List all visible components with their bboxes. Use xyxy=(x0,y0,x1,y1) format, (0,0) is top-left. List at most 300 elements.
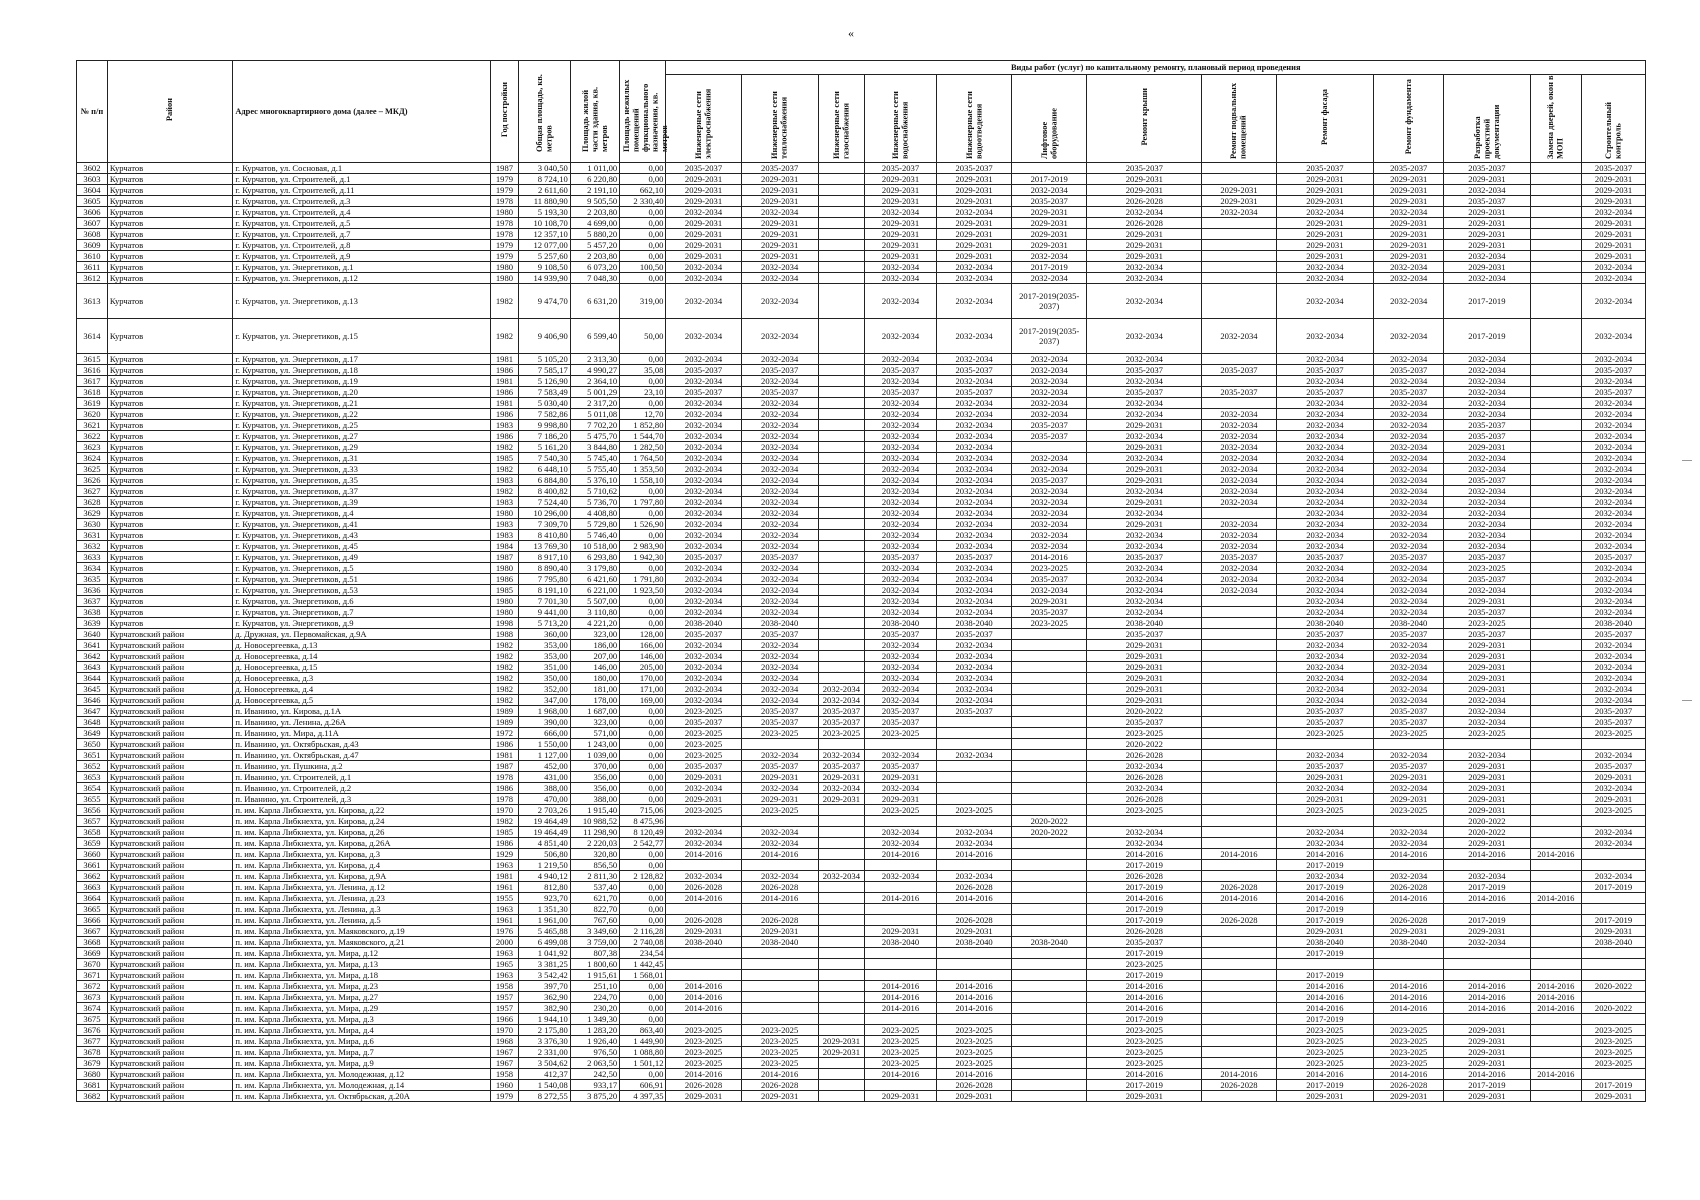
cell-work-7: 2032-2034 xyxy=(1202,319,1276,354)
table-row xyxy=(77,508,1646,519)
cell-address: г. Курчатов, ул. Энергетиков, д.4 xyxy=(233,508,490,519)
cell-district: Курчатовский район xyxy=(107,1025,233,1036)
cell-work-12: 2032-2034 xyxy=(1582,695,1646,706)
cell-work-1: 2032-2034 xyxy=(741,651,818,662)
cell-address: д. Новосергеевка, д.4 xyxy=(233,684,490,695)
cell-work-9: 2032-2034 xyxy=(1374,354,1444,365)
cell-area-living: 3 759,00 xyxy=(570,937,619,948)
cell-work-1: 2032-2034 xyxy=(741,695,818,706)
cell-work-5: 2014-2016 xyxy=(1012,552,1087,563)
cell-district: Курчатов xyxy=(107,530,233,541)
cell-work-10: 2023-2025 xyxy=(1444,563,1530,574)
cell-work-6: 2029-2031 xyxy=(1087,420,1202,431)
cell-year: 1983 xyxy=(490,530,519,541)
cell-work-4: 2038-2040 xyxy=(937,618,1012,629)
cell-work-11 xyxy=(1530,871,1581,882)
cell-work-6: 2029-2031 xyxy=(1087,651,1202,662)
cell-district: Курчатовский район xyxy=(107,926,233,937)
cell-area-total: 5 126,90 xyxy=(519,376,570,387)
cell-work-8: 2023-2025 xyxy=(1276,728,1374,739)
cell-district: Курчатовский район xyxy=(107,684,233,695)
cell-work-8: 2032-2034 xyxy=(1276,530,1374,541)
cell-area-living: 320,80 xyxy=(570,849,619,860)
cell-work-9: 2032-2034 xyxy=(1374,376,1444,387)
cell-work-1: 2035-2037 xyxy=(741,717,818,728)
cell-area-nonres: 0,00 xyxy=(620,783,666,794)
cell-work-7 xyxy=(1202,1091,1276,1102)
cell-work-11: 2014-2016 xyxy=(1530,849,1581,860)
cell-work-11 xyxy=(1530,585,1581,596)
cell-work-6: 2029-2031 xyxy=(1087,519,1202,530)
cell-year: 1982 xyxy=(490,640,519,651)
cell-work-4: 2032-2034 xyxy=(937,207,1012,218)
cell-area-nonres: 170,00 xyxy=(620,673,666,684)
cell-work-9: 2026-2028 xyxy=(1374,1080,1444,1091)
cell-work-12: 2032-2034 xyxy=(1582,651,1646,662)
cell-work-11 xyxy=(1530,240,1581,251)
table-row xyxy=(77,563,1646,574)
cell-address: п. Иванино, ул. Кирова, д.1А xyxy=(233,706,490,717)
cell-work-9 xyxy=(1374,739,1444,750)
cell-num: 3670 xyxy=(77,959,108,970)
cell-work-9: 2014-2016 xyxy=(1374,1069,1444,1080)
cell-num: 3628 xyxy=(77,497,108,508)
table-row xyxy=(77,948,1646,959)
cell-work-3: 2014-2016 xyxy=(865,849,937,860)
cell-work-2: 2029-2031 xyxy=(818,1047,864,1058)
cell-work-12: 2032-2034 xyxy=(1582,262,1646,273)
cell-work-2 xyxy=(818,827,864,838)
cell-work-7 xyxy=(1202,981,1276,992)
cell-area-total: 8 191,10 xyxy=(519,585,570,596)
cell-work-5: 2032-2034 xyxy=(1012,365,1087,376)
cell-work-0: 2032-2034 xyxy=(666,207,741,218)
table-row xyxy=(77,915,1646,926)
cell-num: 3646 xyxy=(77,695,108,706)
cell-year: 1983 xyxy=(490,497,519,508)
cell-work-6: 2026-2028 xyxy=(1087,871,1202,882)
cell-work-2 xyxy=(818,420,864,431)
cell-work-3: 2032-2034 xyxy=(865,695,937,706)
cell-year: 1987 xyxy=(490,761,519,772)
cell-work-12 xyxy=(1582,739,1646,750)
cell-work-1 xyxy=(741,1014,818,1025)
cell-work-11 xyxy=(1530,251,1581,262)
cell-work-7 xyxy=(1202,1025,1276,1036)
cell-address: п. им. Карла Либкнехта, ул. Молодежная, д.14 xyxy=(233,1080,490,1091)
cell-work-1: 2029-2031 xyxy=(741,251,818,262)
cell-work-3: 2023-2025 xyxy=(865,1058,937,1069)
cell-area-living: 5 001,29 xyxy=(570,387,619,398)
cell-work-7 xyxy=(1202,398,1276,409)
cell-area-nonres: 0,00 xyxy=(620,860,666,871)
cell-work-6: 2035-2037 xyxy=(1087,365,1202,376)
cell-work-2 xyxy=(818,563,864,574)
cell-work-6: 2014-2016 xyxy=(1087,893,1202,904)
cell-area-total: 4 851,40 xyxy=(519,838,570,849)
cell-area-nonres: 1 449,90 xyxy=(620,1036,666,1047)
cell-district: Курчатовский район xyxy=(107,794,233,805)
cell-area-total: 397,70 xyxy=(519,981,570,992)
cell-work-8: 2032-2034 xyxy=(1276,827,1374,838)
cell-work-12: 2032-2034 xyxy=(1582,827,1646,838)
cell-work-11 xyxy=(1530,926,1581,937)
cell-work-0: 2032-2034 xyxy=(666,596,741,607)
cell-work-0: 2023-2025 xyxy=(666,706,741,717)
cell-work-8: 2014-2016 xyxy=(1276,992,1374,1003)
cell-num: 3660 xyxy=(77,849,108,860)
cell-address: г. Курчатов, ул. Энергетиков, д.43 xyxy=(233,530,490,541)
cell-district: Курчатов xyxy=(107,420,233,431)
cell-work-10: 2029-2031 xyxy=(1444,218,1530,229)
cell-area-nonres: 1 544,70 xyxy=(620,431,666,442)
cell-area-living: 6 421,60 xyxy=(570,574,619,585)
cell-work-11 xyxy=(1530,706,1581,717)
cell-num: 3629 xyxy=(77,508,108,519)
cell-area-nonres: 0,00 xyxy=(620,240,666,251)
cell-work-10: 2017-2019 xyxy=(1444,284,1530,319)
cell-work-7: 2032-2034 xyxy=(1202,585,1276,596)
cell-area-total: 3 376,30 xyxy=(519,1036,570,1047)
cell-address: п. им. Карла Либкнехта, ул. Кирова, д.26А xyxy=(233,838,490,849)
cell-work-12: 2032-2034 xyxy=(1582,596,1646,607)
cell-work-11 xyxy=(1530,816,1581,827)
cell-work-7: 2026-2028 xyxy=(1202,1080,1276,1091)
cell-district: Курчатовский район xyxy=(107,948,233,959)
cell-work-11 xyxy=(1530,387,1581,398)
cell-address: п. им. Карла Либкнехта, ул. Мира, д.18 xyxy=(233,970,490,981)
table-row xyxy=(77,893,1646,904)
cell-area-living: 3 179,80 xyxy=(570,563,619,574)
cell-work-5 xyxy=(1012,442,1087,453)
table-row xyxy=(77,904,1646,915)
cell-area-total: 9 474,70 xyxy=(519,284,570,319)
cell-area-nonres: 1 923,50 xyxy=(620,585,666,596)
cell-work-3: 2035-2037 xyxy=(865,629,937,640)
cell-work-11 xyxy=(1530,970,1581,981)
cell-work-2: 2032-2034 xyxy=(818,750,864,761)
cell-num: 3605 xyxy=(77,196,108,207)
cell-num: 3630 xyxy=(77,519,108,530)
cell-address: п. им. Карла Либкнехта, ул. Маяковского, д.21 xyxy=(233,937,490,948)
cell-work-6: 2023-2025 xyxy=(1087,959,1202,970)
cell-area-nonres: 606,91 xyxy=(620,1080,666,1091)
cell-address: п. им. Карла Либкнехта, ул. Ленина, д.12 xyxy=(233,882,490,893)
cell-work-11 xyxy=(1530,651,1581,662)
cell-work-7 xyxy=(1202,240,1276,251)
cell-area-living: 6 220,80 xyxy=(570,174,619,185)
cell-work-11 xyxy=(1530,1080,1581,1091)
cell-year: 1986 xyxy=(490,387,519,398)
table-row xyxy=(77,1069,1646,1080)
cell-work-4 xyxy=(937,717,1012,728)
cell-work-2 xyxy=(818,174,864,185)
cell-work-9: 2032-2034 xyxy=(1374,563,1444,574)
cell-work-10: 2032-2034 xyxy=(1444,387,1530,398)
cell-year: 1988 xyxy=(490,629,519,640)
cell-work-11 xyxy=(1530,1036,1581,1047)
cell-work-5 xyxy=(1012,695,1087,706)
cell-area-total: 666,00 xyxy=(519,728,570,739)
cell-work-10: 2023-2025 xyxy=(1444,728,1530,739)
cell-work-2 xyxy=(818,981,864,992)
cell-work-12: 2032-2034 xyxy=(1582,207,1646,218)
cell-work-12: 2032-2034 xyxy=(1582,453,1646,464)
cell-work-3: 2023-2025 xyxy=(865,805,937,816)
cell-work-8: 2032-2034 xyxy=(1276,596,1374,607)
cell-work-10: 2029-2031 xyxy=(1444,684,1530,695)
cell-num: 3656 xyxy=(77,805,108,816)
cell-work-6: 2029-2031 xyxy=(1087,1091,1202,1102)
table-row xyxy=(77,926,1646,937)
cell-work-2: 2029-2031 xyxy=(818,1036,864,1047)
cell-district: Курчатов xyxy=(107,453,233,464)
cell-work-3: 2032-2034 xyxy=(865,607,937,618)
cell-work-9 xyxy=(1374,816,1444,827)
cell-year: 1972 xyxy=(490,728,519,739)
cell-work-5 xyxy=(1012,981,1087,992)
cell-work-5 xyxy=(1012,893,1087,904)
table-row xyxy=(77,684,1646,695)
cell-work-10: 2029-2031 xyxy=(1444,442,1530,453)
cell-work-8: 2032-2034 xyxy=(1276,838,1374,849)
header-work-2: Инженерные сети газоснабжения xyxy=(818,75,864,163)
cell-work-11 xyxy=(1530,838,1581,849)
cell-work-2 xyxy=(818,508,864,519)
cell-work-1: 2032-2034 xyxy=(741,508,818,519)
cell-work-0: 2032-2034 xyxy=(666,541,741,552)
header-work-0: Инженерные сети электроснабжения xyxy=(666,75,741,163)
cell-work-2 xyxy=(818,915,864,926)
cell-area-total: 8 724,10 xyxy=(519,174,570,185)
cell-work-7: 2032-2034 xyxy=(1202,420,1276,431)
cell-work-2 xyxy=(818,607,864,618)
cell-year: 1983 xyxy=(490,519,519,530)
cell-num: 3663 xyxy=(77,882,108,893)
cell-district: Курчатов xyxy=(107,431,233,442)
cell-work-1: 2035-2037 xyxy=(741,365,818,376)
cell-work-7 xyxy=(1202,251,1276,262)
cell-district: Курчатов xyxy=(107,174,233,185)
cell-work-8: 2029-2031 xyxy=(1276,240,1374,251)
cell-work-10: 2029-2031 xyxy=(1444,1036,1530,1047)
cell-work-4: 2023-2025 xyxy=(937,1047,1012,1058)
cell-work-9: 2029-2031 xyxy=(1374,196,1444,207)
cell-work-8: 2032-2034 xyxy=(1276,585,1374,596)
cell-year: 1963 xyxy=(490,904,519,915)
cell-work-11 xyxy=(1530,563,1581,574)
cell-work-12: 2023-2025 xyxy=(1582,1036,1646,1047)
header-work-1: Инженерные сети теплоснабжения xyxy=(741,75,818,163)
cell-work-12: 2032-2034 xyxy=(1582,398,1646,409)
cell-address: п. им. Карла Либкнехта, ул. Мира, д.3 xyxy=(233,1014,490,1025)
cell-area-living: 146,00 xyxy=(570,662,619,673)
cell-work-11 xyxy=(1530,174,1581,185)
cell-work-7: 2014-2016 xyxy=(1202,893,1276,904)
cell-address: г. Курчатов, ул. Энергетиков, д.29 xyxy=(233,442,490,453)
cell-area-nonres: 1 526,90 xyxy=(620,519,666,530)
cell-work-4: 2032-2034 xyxy=(937,431,1012,442)
cell-work-9: 2032-2034 xyxy=(1374,662,1444,673)
cell-work-9: 2032-2034 xyxy=(1374,695,1444,706)
cell-work-4: 2032-2034 xyxy=(937,541,1012,552)
cell-work-3: 2014-2016 xyxy=(865,1069,937,1080)
cell-work-10: 2032-2034 xyxy=(1444,398,1530,409)
cell-work-5 xyxy=(1012,1047,1087,1058)
cell-area-living: 251,10 xyxy=(570,981,619,992)
cell-address: г. Курчатов, ул. Энергетиков, д.21 xyxy=(233,398,490,409)
cell-area-total: 5 257,60 xyxy=(519,251,570,262)
cell-work-10: 2029-2031 xyxy=(1444,1047,1530,1058)
cell-work-7 xyxy=(1202,376,1276,387)
cell-address: г. Курчатов, ул. Энергетиков, д.12 xyxy=(233,273,490,284)
cell-work-11 xyxy=(1530,574,1581,585)
cell-address: г. Курчатов, ул. Энергетиков, д.17 xyxy=(233,354,490,365)
cell-work-4: 2032-2034 xyxy=(937,319,1012,354)
cell-work-5: 2032-2034 xyxy=(1012,376,1087,387)
cell-work-12 xyxy=(1582,904,1646,915)
cell-area-living: 5 011,08 xyxy=(570,409,619,420)
cell-work-11 xyxy=(1530,196,1581,207)
cell-work-7 xyxy=(1202,229,1276,240)
cell-work-12: 2038-2040 xyxy=(1582,618,1646,629)
cell-num: 3623 xyxy=(77,442,108,453)
cell-work-8: 2032-2034 xyxy=(1276,453,1374,464)
cell-area-living: 1 243,00 xyxy=(570,739,619,750)
cell-work-9: 2032-2034 xyxy=(1374,431,1444,442)
cell-work-4 xyxy=(937,761,1012,772)
cell-work-1: 2035-2037 xyxy=(741,629,818,640)
cell-work-2 xyxy=(818,673,864,684)
cell-address: п. им. Карла Либкнехта, ул. Молодежная, д.12 xyxy=(233,1069,490,1080)
cell-work-3: 2032-2034 xyxy=(865,673,937,684)
cell-work-11 xyxy=(1530,805,1581,816)
cell-address: г. Курчатов, ул. Энергетиков, д.6 xyxy=(233,596,490,607)
cell-work-9: 2038-2040 xyxy=(1374,937,1444,948)
cell-work-3 xyxy=(865,970,937,981)
cell-work-5 xyxy=(1012,838,1087,849)
cell-address: г. Курчатов, ул. Энергетиков, д.1 xyxy=(233,262,490,273)
cell-work-5 xyxy=(1012,1025,1087,1036)
cell-area-total: 1 351,30 xyxy=(519,904,570,915)
cell-work-11 xyxy=(1530,541,1581,552)
cell-year: 1978 xyxy=(490,772,519,783)
cell-area-living: 1 283,20 xyxy=(570,1025,619,1036)
cell-work-2 xyxy=(818,585,864,596)
cell-address: г. Курчатов, ул. Энергетиков, д.18 xyxy=(233,365,490,376)
cell-work-8: 2017-2019 xyxy=(1276,915,1374,926)
cell-work-9: 2035-2037 xyxy=(1374,761,1444,772)
cell-work-5: 2032-2034 xyxy=(1012,541,1087,552)
cell-work-10: 2035-2037 xyxy=(1444,607,1530,618)
cell-area-nonres: 0,00 xyxy=(620,750,666,761)
cell-work-7 xyxy=(1202,1036,1276,1047)
cell-area-living: 3 875,20 xyxy=(570,1091,619,1102)
cell-year: 1984 xyxy=(490,541,519,552)
cell-work-6: 2023-2025 xyxy=(1087,1036,1202,1047)
header-works-title: Виды работ (услуг) по капитальному ремонту, плановый период проведения xyxy=(666,61,1646,75)
cell-work-4 xyxy=(937,860,1012,871)
cell-work-1: 2029-2031 xyxy=(741,174,818,185)
cell-work-8: 2029-2031 xyxy=(1276,185,1374,196)
cell-area-nonres: 0,00 xyxy=(620,706,666,717)
cell-work-1: 2032-2034 xyxy=(741,596,818,607)
cell-area-living: 6 631,20 xyxy=(570,284,619,319)
cell-work-9: 2032-2034 xyxy=(1374,475,1444,486)
cell-work-5 xyxy=(1012,783,1087,794)
table-row xyxy=(77,262,1646,273)
cell-work-5 xyxy=(1012,904,1087,915)
cell-work-2 xyxy=(818,1058,864,1069)
table-row xyxy=(77,992,1646,1003)
cell-work-7: 2032-2034 xyxy=(1202,541,1276,552)
cell-year: 1980 xyxy=(490,262,519,273)
table-row xyxy=(77,229,1646,240)
cell-year: 1987 xyxy=(490,552,519,563)
cell-work-11 xyxy=(1530,431,1581,442)
cell-work-9: 2032-2034 xyxy=(1374,319,1444,354)
cell-year: 1978 xyxy=(490,218,519,229)
cell-work-5 xyxy=(1012,1014,1087,1025)
cell-work-8: 2023-2025 xyxy=(1276,805,1374,816)
cell-area-total: 506,80 xyxy=(519,849,570,860)
cell-work-10: 2032-2034 xyxy=(1444,585,1530,596)
cell-work-0: 2014-2016 xyxy=(666,1069,741,1080)
cell-num: 3602 xyxy=(77,163,108,174)
cell-work-7 xyxy=(1202,827,1276,838)
cell-area-nonres: 1 568,01 xyxy=(620,970,666,981)
cell-num: 3651 xyxy=(77,750,108,761)
cell-year: 1981 xyxy=(490,750,519,761)
cell-num: 3669 xyxy=(77,948,108,959)
cell-work-0: 2032-2034 xyxy=(666,319,741,354)
cell-work-5: 2032-2034 xyxy=(1012,251,1087,262)
cell-work-6: 2032-2034 xyxy=(1087,486,1202,497)
cell-area-nonres: 2 116,28 xyxy=(620,926,666,937)
cell-work-2: 2029-2031 xyxy=(818,772,864,783)
cell-year: 1981 xyxy=(490,376,519,387)
cell-work-11 xyxy=(1530,772,1581,783)
cell-work-8: 2032-2034 xyxy=(1276,431,1374,442)
cell-area-nonres: 100,50 xyxy=(620,262,666,273)
cell-work-3: 2032-2034 xyxy=(865,662,937,673)
cell-work-5 xyxy=(1012,706,1087,717)
cell-address: п. Иванино, ул. Строителей, д.2 xyxy=(233,783,490,794)
cell-address: п. Иванино, ул. Октябрьская, д.47 xyxy=(233,750,490,761)
cell-work-9: 2026-2028 xyxy=(1374,882,1444,893)
cell-work-3: 2023-2025 xyxy=(865,1047,937,1058)
cell-work-9: 2032-2034 xyxy=(1374,585,1444,596)
cell-district: Курчатовский район xyxy=(107,816,233,827)
cell-work-12: 2029-2031 xyxy=(1582,240,1646,251)
cell-work-6: 2026-2028 xyxy=(1087,196,1202,207)
cell-work-10 xyxy=(1444,739,1530,750)
cell-area-nonres: 0,00 xyxy=(620,904,666,915)
cell-work-8: 2035-2037 xyxy=(1276,387,1374,398)
cell-work-0: 2029-2031 xyxy=(666,229,741,240)
cell-work-9: 2035-2037 xyxy=(1374,163,1444,174)
cell-work-12: 2032-2034 xyxy=(1582,319,1646,354)
cell-area-total: 7 540,30 xyxy=(519,453,570,464)
cell-work-9: 2029-2031 xyxy=(1374,218,1444,229)
cell-work-8: 2032-2034 xyxy=(1276,409,1374,420)
cell-area-total: 9 108,50 xyxy=(519,262,570,273)
cell-work-10: 2029-2031 xyxy=(1444,229,1530,240)
table-row xyxy=(77,163,1646,174)
cell-work-7 xyxy=(1202,750,1276,761)
cell-work-5: 2032-2034 xyxy=(1012,453,1087,464)
cell-work-8: 2014-2016 xyxy=(1276,893,1374,904)
